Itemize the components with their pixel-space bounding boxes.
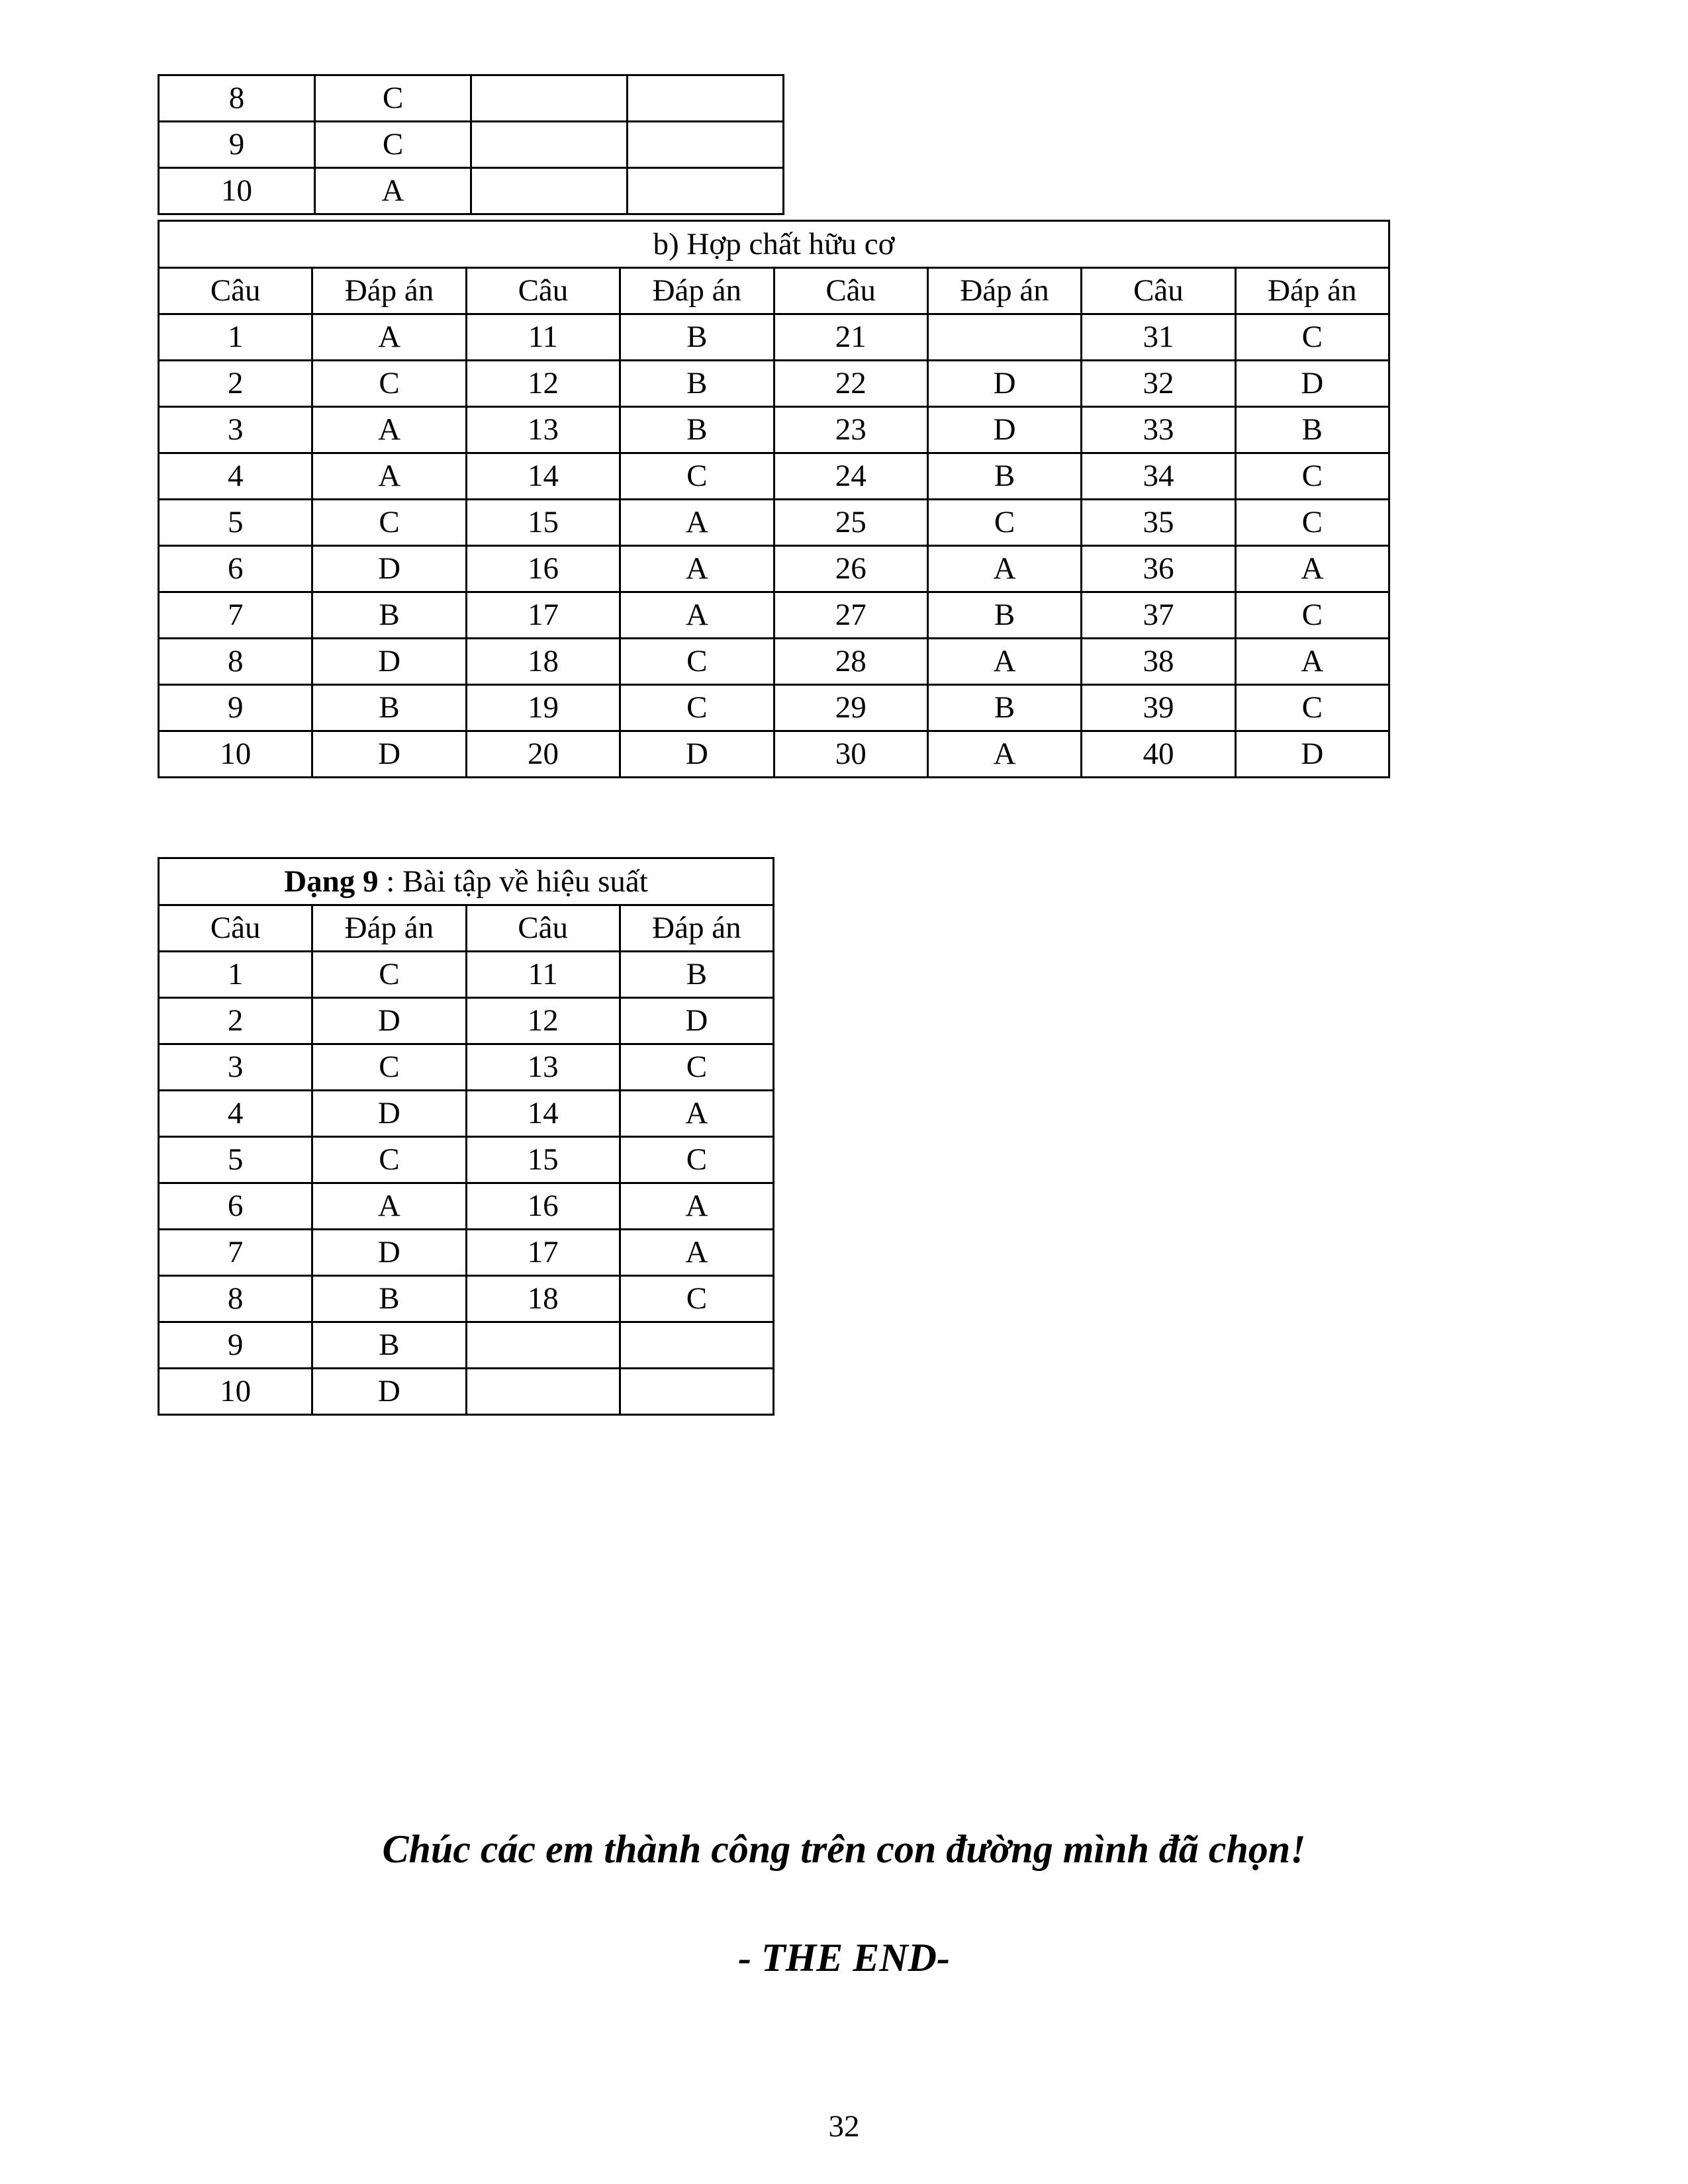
table-cell: 33 [1082,407,1235,453]
table-cell: 27 [774,592,927,639]
table-cell: C [1235,592,1389,639]
table-cell: 10 [159,1369,312,1415]
table-cell: C [620,685,774,731]
table-row [159,998,774,1044]
table-cell: Đáp án [927,268,1081,314]
table-cell [471,168,628,214]
table-cell: 40 [1082,731,1235,778]
table-cell: 24 [774,453,927,500]
table-cell: B [927,592,1081,639]
table-cell: 8 [159,75,315,122]
table-cell [628,122,784,168]
table-row [159,1044,774,1091]
table-cell: B [312,592,466,639]
answer-table-continued [158,74,784,215]
table-row [159,361,1389,407]
table-cell: 19 [466,685,620,731]
table-cell: A [927,731,1081,778]
table-cell: A [1235,546,1389,592]
table-row [159,1183,774,1230]
table-cell: D [312,546,466,592]
table-cell: D [620,731,774,778]
table-cell [466,1322,620,1369]
table-cell [628,75,784,122]
table-row [159,639,1389,685]
table-cell: A [312,314,466,361]
table-cell: A [620,592,774,639]
table-row [159,592,1389,639]
table-row [159,1137,774,1183]
table-cell: B [312,685,466,731]
table-cell: 15 [466,500,620,546]
table-cell: 9 [159,1322,312,1369]
table-row [159,731,1389,778]
table-cell: C [620,639,774,685]
table-cell: A [620,500,774,546]
table-cell: A [927,639,1081,685]
table-title: b) Hợp chất hữu cơ [159,221,1389,268]
table-cell: 31 [1082,314,1235,361]
table-title-rest: : Bài tập về hiệu suất [378,864,648,899]
table-cell: 36 [1082,546,1235,592]
page-number: 32 [828,2109,860,2144]
table-row [159,1276,774,1322]
table-cell: C [312,500,466,546]
table-cell: Câu [466,905,620,952]
table-cell: B [927,685,1081,731]
table-cell: 37 [1082,592,1235,639]
table-cell: B [312,1322,466,1369]
table-cell: 38 [1082,639,1235,685]
table-cell: Câu [466,268,620,314]
table-title-row [159,221,1389,268]
table-cell: Đáp án [620,905,773,952]
table-cell: 17 [466,1230,620,1276]
table-row [159,685,1389,731]
table-cell: 12 [466,361,620,407]
table-cell: B [620,361,774,407]
table-cell: A [315,168,471,214]
table-cell: D [927,407,1081,453]
table-row [159,122,784,168]
table-row [159,952,774,998]
table-cell: D [1235,731,1389,778]
table-cell: C [1235,685,1389,731]
table-cell [620,1322,773,1369]
table-cell: A [927,546,1081,592]
table-cell: C [1235,453,1389,500]
table-cell: C [312,361,466,407]
table-cell: B [620,314,774,361]
table-cell: D [312,1230,466,1276]
table-cell: A [620,546,774,592]
table-cell: 3 [159,407,312,453]
table-cell: Đáp án [312,268,466,314]
table-cell: 6 [159,1183,312,1230]
table-cell [471,122,628,168]
answer-table-continued-body [159,75,784,214]
table-cell: 16 [466,1183,620,1230]
table-cell: C [620,1137,773,1183]
table-header-row [159,268,1389,314]
table-cell: 29 [774,685,927,731]
table-cell: 13 [466,407,620,453]
table-cell: C [312,1137,466,1183]
table-cell: 28 [774,639,927,685]
table-row [159,1369,774,1415]
the-end-text: - THE END- [738,1936,950,1979]
table-cell: 18 [466,639,620,685]
table-cell: 22 [774,361,927,407]
table-cell: C [620,453,774,500]
table-cell: 9 [159,122,315,168]
table-cell: 4 [159,453,312,500]
table-cell: 5 [159,500,312,546]
table-cell: 2 [159,361,312,407]
table-cell: 11 [466,314,620,361]
table-cell [466,1369,620,1415]
table-cell: 10 [159,168,315,214]
table-cell: C [927,500,1081,546]
table-cell: C [620,1044,773,1091]
table-cell: 13 [466,1044,620,1091]
table-row [159,407,1389,453]
table-cell: C [1235,314,1389,361]
table-cell: D [1235,361,1389,407]
table-row [159,168,784,214]
answer-table-organic [158,220,1390,778]
table-cell: Câu [1082,268,1235,314]
table-cell: B [312,1276,466,1322]
table-cell: D [312,639,466,685]
table-cell [628,168,784,214]
table-cell: D [312,1369,466,1415]
table-cell: Đáp án [312,905,466,952]
closing-message: Chúc các em thành công trên con đường mình đã chọn! [382,1827,1306,1871]
table-row [159,500,1389,546]
table-cell: 17 [466,592,620,639]
table-cell: C [315,122,471,168]
table-cell: 15 [466,1137,620,1183]
table-cell: Đáp án [1235,268,1389,314]
table-cell: D [312,998,466,1044]
table-cell: C [620,1276,773,1322]
table-cell: 14 [466,1091,620,1137]
table-row [159,546,1389,592]
table-cell: A [312,453,466,500]
table-cell: C [312,1044,466,1091]
table-cell: A [620,1230,773,1276]
table-cell: D [312,1091,466,1137]
table-cell: 7 [159,1230,312,1276]
table-cell: A [620,1183,773,1230]
table-cell: B [927,453,1081,500]
table-cell: 14 [466,453,620,500]
table-cell: C [1235,500,1389,546]
table-cell: 8 [159,639,312,685]
table-cell: 6 [159,546,312,592]
table-cell: Câu [159,905,312,952]
table-title-row [159,858,774,905]
table-cell: A [1235,639,1389,685]
table-cell: 30 [774,731,927,778]
table-cell: 1 [159,952,312,998]
table-cell: 7 [159,592,312,639]
table-cell: A [620,1091,773,1137]
table-row [159,75,784,122]
table-cell: 21 [774,314,927,361]
table-cell: 1 [159,314,312,361]
table-row [159,1091,774,1137]
table-cell: A [312,1183,466,1230]
table-row [159,314,1389,361]
answer-table-yield-body [159,858,774,1415]
table-cell: 12 [466,998,620,1044]
table-cell: 32 [1082,361,1235,407]
answer-table-organic-body [159,221,1389,778]
table-cell: B [1235,407,1389,453]
table-cell: B [620,952,773,998]
table-cell: A [312,407,466,453]
table-row [159,453,1389,500]
table-cell: 2 [159,998,312,1044]
table-cell: D [927,361,1081,407]
table-cell: 9 [159,685,312,731]
table-cell [620,1369,773,1415]
table-cell: Câu [774,268,927,314]
answer-table-yield [158,857,774,1416]
table-cell: 11 [466,952,620,998]
table-cell: D [620,998,773,1044]
table-title [159,858,774,905]
table-cell: 34 [1082,453,1235,500]
table-cell: 26 [774,546,927,592]
table-cell [927,314,1081,361]
table-cell: 16 [466,546,620,592]
table-cell: 23 [774,407,927,453]
table-cell: 10 [159,731,312,778]
table-cell: 4 [159,1091,312,1137]
table-cell: Đáp án [620,268,774,314]
table-cell: 8 [159,1276,312,1322]
table-cell [471,75,628,122]
table-row [159,1230,774,1276]
table-title-bold: Dạng 9 [284,864,379,899]
table-cell: D [312,731,466,778]
table-cell: C [312,952,466,998]
table-cell: B [620,407,774,453]
table-cell: 18 [466,1276,620,1322]
table-cell: 3 [159,1044,312,1091]
table-cell: C [315,75,471,122]
table-cell: 25 [774,500,927,546]
table-cell: 35 [1082,500,1235,546]
table-row [159,1322,774,1369]
table-cell: 20 [466,731,620,778]
table-cell: 5 [159,1137,312,1183]
table-cell: 39 [1082,685,1235,731]
table-header-row [159,905,774,952]
table-cell: Câu [159,268,312,314]
